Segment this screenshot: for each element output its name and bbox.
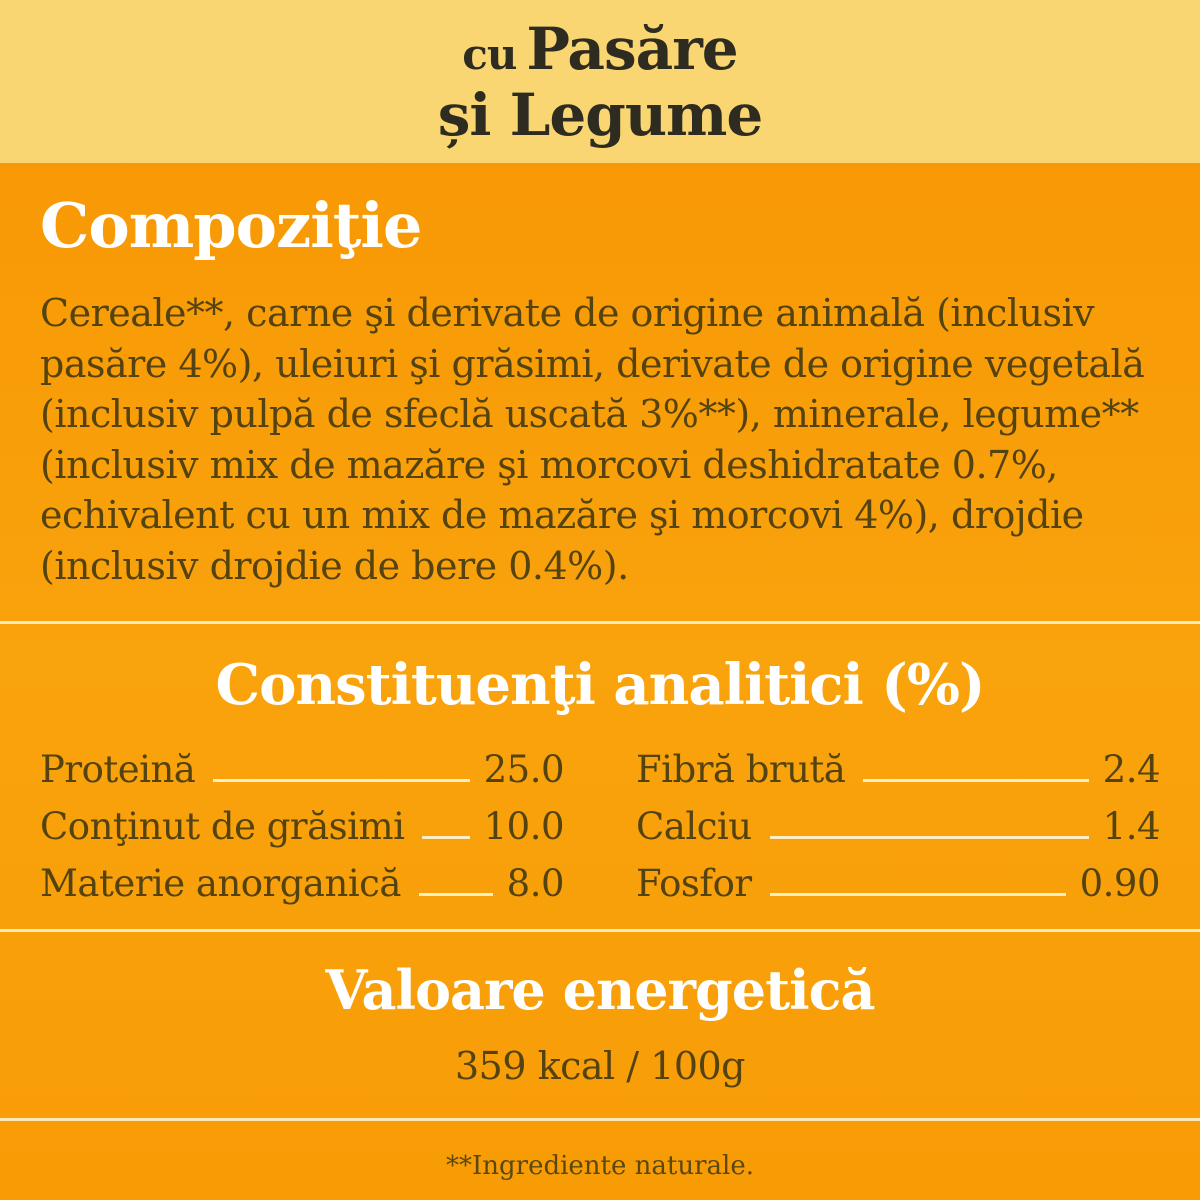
nutrient-label: Calciu <box>636 805 752 849</box>
leader-line <box>422 836 469 839</box>
nutrient-value: 0.90 <box>1079 862 1160 906</box>
leader-line <box>770 893 1066 896</box>
table-row <box>636 748 1160 791</box>
table-row <box>40 748 564 791</box>
nutrient-label: Proteină <box>40 748 196 792</box>
leader-line <box>419 893 493 896</box>
section-divider <box>0 621 1200 624</box>
nutrient-label: Conţinut de grăsimi <box>40 805 405 849</box>
variant-name-line1: Pasăre <box>526 14 738 83</box>
energy-section <box>0 940 1200 1088</box>
leader-line <box>863 779 1088 782</box>
analytical-section <box>0 632 1200 905</box>
energy-value: 359 kcal / 100g <box>454 1044 746 1089</box>
table-row <box>40 862 564 905</box>
energy-title: Valoare energetică <box>325 958 875 1023</box>
leader-line <box>213 779 469 782</box>
nutrient-table <box>40 748 1160 905</box>
nutrient-label: Materie anorganică <box>40 862 401 906</box>
leader-line <box>770 836 1089 839</box>
variant-banner <box>0 0 1200 163</box>
nutrient-value: 1.4 <box>1102 805 1160 849</box>
nutrient-label: Fosfor <box>636 862 752 906</box>
composition-title: Compoziţie <box>40 189 422 262</box>
table-row <box>636 805 1160 848</box>
footnote: **Ingrediente naturale. <box>445 1151 754 1182</box>
nutrient-value: 10.0 <box>483 805 564 849</box>
nutrient-value: 25.0 <box>483 748 564 792</box>
table-row <box>636 862 1160 905</box>
table-row <box>40 805 564 848</box>
section-divider <box>0 929 1200 932</box>
variant-prefix: cu <box>462 29 517 79</box>
section-divider <box>0 1118 1200 1121</box>
composition-body: Cereale**, carne şi derivate de origine animală (inclusiv pasăre 4%), uleiuri şi grăsimi, derivate de origine vegetală (inclusiv pulpă de sfeclă uscată 3%**), minerale, legume** (inclusiv mix de mazăre şi morcovi deshidratate 0.7%, echivalent cu un mix de mazăre şi morcovi 4%), drojdie (inclusiv drojdie de bere 0.4%). <box>40 291 1145 588</box>
variant-title-line1 <box>462 14 738 83</box>
nutrient-value: 2.4 <box>1102 748 1160 792</box>
variant-name-line2: și Legume <box>437 80 763 149</box>
composition-section <box>0 163 1200 591</box>
nutrient-value: 8.0 <box>506 862 564 906</box>
nutrient-label: Fibră brută <box>636 748 846 792</box>
analytical-title: Constituenţi analitici (%) <box>215 652 985 719</box>
